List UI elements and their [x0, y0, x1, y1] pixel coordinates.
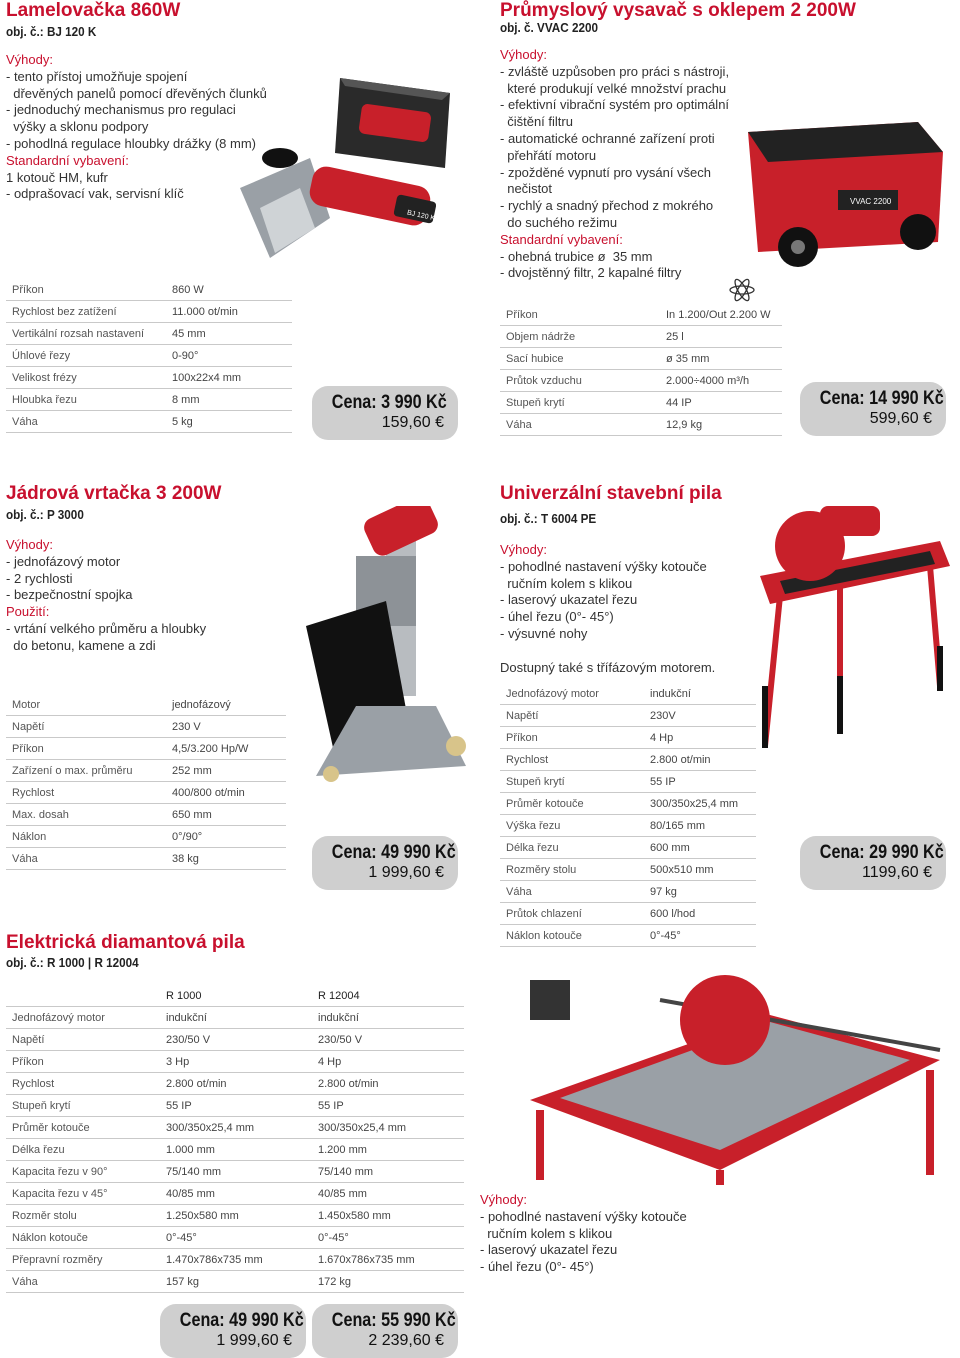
- spec-value-r1000: 2.800 ot/min: [160, 1073, 312, 1095]
- vysavac-price-eur: 599,60 €: [869, 410, 932, 427]
- spec-value-r12004: 40/85 mm: [312, 1183, 464, 1205]
- lamelovacka-price-czk: Cena: 3 990 Kč: [331, 392, 447, 413]
- spec-label: Kapacita řezu v 90°: [6, 1161, 160, 1183]
- spec-label: Motor: [6, 694, 166, 716]
- description-line: ručním kolem s klikou: [480, 1225, 613, 1241]
- spec-value: indukční: [644, 683, 756, 705]
- spec-row: [6, 760, 286, 782]
- spec-label: Úhlové řezy: [6, 345, 166, 367]
- spec-value-r12004: 300/350x25,4 mm: [312, 1117, 464, 1139]
- spec-value: 300/350x25,4 mm: [644, 793, 756, 815]
- diamantova-spec-table: [6, 985, 464, 1293]
- section-heading: Standardní vybavení:: [6, 152, 129, 168]
- vrtacka-spec-table: [6, 694, 286, 870]
- diamantova-price1-eur: 1 999,60 €: [216, 1332, 292, 1349]
- spec-row: [6, 1271, 464, 1293]
- section-heading: Výhody:: [6, 537, 53, 552]
- section-heading: Standardní vybavení:: [500, 231, 623, 247]
- spec-row: [500, 815, 756, 837]
- spec-row: [6, 1051, 464, 1073]
- spec-label: Sací hubice: [500, 348, 660, 370]
- description-line: - odprašovací vak, servisní klíč: [6, 186, 184, 202]
- spec-value: 252 mm: [166, 760, 286, 782]
- diamantova-price1-box: [160, 1304, 306, 1358]
- spec-value-r1000: 1.000 mm: [160, 1139, 312, 1161]
- spec-row: [500, 793, 756, 815]
- spec-label: Rychlost bez zatížení: [6, 301, 166, 323]
- spec-row: [500, 414, 782, 436]
- pila-note: Dostupný také s třífázovým motorem.: [500, 660, 716, 675]
- spec-label: Stupeň krytí: [500, 771, 644, 793]
- spec-label: Příkon: [6, 1051, 160, 1073]
- spec-row: [500, 705, 756, 727]
- spec-row: [6, 694, 286, 716]
- description-line: - úhel řezu (0°- 45°): [480, 1259, 594, 1275]
- description-line: - rychlý a snadný přechod z mokrého: [500, 198, 714, 214]
- spec-label: Objem nádrže: [500, 326, 660, 348]
- spec-value: 600 mm: [644, 837, 756, 859]
- spec-label: Délka řezu: [500, 837, 644, 859]
- description-line: přehřátí motoru: [500, 147, 597, 163]
- spec-label: Váha: [500, 414, 660, 436]
- spec-label: Váha: [500, 881, 644, 903]
- lamelovacka-title: Lamelovačka 860W: [6, 0, 181, 21]
- spec-row: [6, 1117, 464, 1139]
- spec-value-r12004: 1.670x786x735 mm: [312, 1249, 464, 1271]
- spec-value-r12004: indukční: [312, 1007, 464, 1029]
- spec-value-r12004: 2.800 ot/min: [312, 1073, 464, 1095]
- description-line: - jednofázový motor: [6, 553, 121, 569]
- spec-row: [6, 301, 292, 323]
- description-line: - zvláště uzpůsoben pro práci s nástroji,: [500, 63, 730, 79]
- spec-row: [500, 304, 782, 326]
- vysavac-spec-table: [500, 304, 782, 436]
- spec-label: Rychlost: [6, 782, 166, 804]
- spec-label: Výška řezu: [500, 815, 644, 837]
- spec-row: [6, 826, 286, 848]
- spec-row: [6, 1139, 464, 1161]
- spec-value: 25 l: [660, 326, 782, 348]
- spec-value-r12004: 0°-45°: [312, 1227, 464, 1249]
- spec-value: 5 kg: [166, 411, 292, 433]
- spec-value-r12004: 4 Hp: [312, 1051, 464, 1073]
- description-line: - jednoduchý mechanismus pro regulaci: [6, 102, 236, 118]
- description-line: výšky a sklonu podpory: [6, 119, 149, 135]
- spec-value: 45 mm: [166, 323, 292, 345]
- spec-value-r1000: 40/85 mm: [160, 1183, 312, 1205]
- vacuum-cleaner-image: [738, 112, 948, 270]
- spec-label: Rozměry stolu: [500, 859, 644, 881]
- spec-value: In 1.200/Out 2.200 W: [660, 304, 782, 326]
- description-line: - výsuvné nohy: [500, 625, 588, 641]
- spec-value: 97 kg: [644, 881, 756, 903]
- spec-label: Váha: [6, 1271, 160, 1293]
- vysavac-price-box: [800, 382, 946, 436]
- spec-row: [500, 392, 782, 414]
- vysavac-title: Průmyslový vysavač s oklepem 2 200W: [500, 0, 856, 21]
- spec-value: 230V: [644, 705, 756, 727]
- pila-price-eur: 1199,60 €: [862, 864, 932, 881]
- lamelovacka-spec-table: [6, 279, 292, 433]
- spec-value: 80/165 mm: [644, 815, 756, 837]
- section-heading: Použití:: [6, 604, 50, 620]
- spec-label: Přepravní rozměry: [6, 1249, 160, 1271]
- spec-label: Jednofázový motor: [6, 1007, 160, 1029]
- spec-value-r12004: 172 kg: [312, 1271, 464, 1293]
- description-line: - tento přístoj umožňuje spojení: [6, 68, 188, 84]
- spec-label: Zařízení o max. průměru: [6, 760, 166, 782]
- biscuit-joiner-image: [220, 58, 460, 298]
- spec-label: Velikost frézy: [6, 367, 166, 389]
- vrtacka-price-czk: Cena: 49 990 Kč: [331, 842, 456, 863]
- spec-value-r1000: 0°-45°: [160, 1227, 312, 1249]
- description-line: - pohodlné nastavení výšky kotouče: [480, 1208, 687, 1224]
- spec-row: [500, 837, 756, 859]
- spec-value-r1000: indukční: [160, 1007, 312, 1029]
- spec-label: Rychlost: [6, 1073, 160, 1095]
- spec-row: [500, 859, 756, 881]
- vysavac-description: [500, 47, 750, 282]
- spec-label: Příkon: [500, 727, 644, 749]
- spec-label: Váha: [6, 411, 166, 433]
- diamond-saw-image: [470, 960, 955, 1185]
- description-line: do betonu, kamene a zdi: [6, 637, 156, 653]
- spec-label: Stupeň krytí: [6, 1095, 160, 1117]
- pila-price-czk: Cena: 29 990 Kč: [819, 842, 944, 863]
- spec-label: Průtok vzduchu: [500, 370, 660, 392]
- spec-row: [6, 1161, 464, 1183]
- spec-value: 650 mm: [166, 804, 286, 826]
- description-line: které produkují velké množství prachu: [500, 80, 727, 96]
- spec-value: 2.800 ot/min: [644, 749, 756, 771]
- spec-value-r12004: 75/140 mm: [312, 1161, 464, 1183]
- spec-value: 600 l/hod: [644, 903, 756, 925]
- spec-value-r12004: 230/50 V: [312, 1029, 464, 1051]
- spec-value: 2.000÷4000 m³/h: [660, 370, 782, 392]
- spec-label: Napětí: [6, 1029, 160, 1051]
- pila-description: [500, 542, 740, 643]
- spec-row: [6, 1029, 464, 1051]
- atom-icon: [728, 278, 756, 302]
- description-line: 1 kotouč HM, kufr: [6, 169, 108, 185]
- spec-value: 55 IP: [644, 771, 756, 793]
- spec-label: Kapacita řezu v 45°: [6, 1183, 160, 1205]
- spec-value-r1000: 230/50 V: [160, 1029, 312, 1051]
- spec-label: Příkon: [6, 279, 166, 301]
- spec-value: 0°-45°: [644, 925, 756, 947]
- vrtacka-code: obj. č.: P 3000: [6, 507, 84, 522]
- description-line: - bezpečnostní spojka: [6, 587, 133, 603]
- spec-value: 44 IP: [660, 392, 782, 414]
- description-line: - ohebná trubice ø 35 mm: [500, 248, 653, 264]
- spec-value-r12004: 55 IP: [312, 1095, 464, 1117]
- spec-value: 230 V: [166, 716, 286, 738]
- lamelovacka-code: obj. č.: BJ 120 K: [6, 24, 97, 39]
- spec-value: 0-90°: [166, 345, 292, 367]
- spec-row: [6, 804, 286, 826]
- vrtacka-price-eur: 1 999,60 €: [368, 864, 444, 881]
- description-line: čištění filtru: [500, 114, 573, 130]
- pila-price-box: [800, 836, 946, 890]
- spec-value-r1000: 1.470x786x735 mm: [160, 1249, 312, 1271]
- pila-code: obj. č.: T 6004 PE: [500, 511, 597, 526]
- spec-label: Průměr kotouče: [6, 1117, 160, 1139]
- spec-row: [500, 348, 782, 370]
- spec-row: [6, 716, 286, 738]
- diamantova-price2-czk: Cena: 55 990 Kč: [331, 1310, 456, 1331]
- spec-row: [6, 345, 292, 367]
- description-line: ručním kolem s klikou: [500, 575, 633, 591]
- description-line: - pohodlné nastavení výšky kotouče: [500, 558, 707, 574]
- spec-label: Průtok chlazení: [500, 903, 644, 925]
- spec-value: 38 kg: [166, 848, 286, 870]
- description-line: - zpožděné vypnutí pro vysání všech: [500, 164, 712, 180]
- spec-value: 400/800 ot/min: [166, 782, 286, 804]
- spec-label: Stupeň krytí: [500, 392, 660, 414]
- spec-label: Vertikální rozsah nastavení: [6, 323, 166, 345]
- spec-row: [500, 881, 756, 903]
- section-heading: Výhody:: [500, 542, 547, 557]
- spec-value: 860 W: [166, 279, 292, 301]
- core-drill-image: [296, 506, 476, 796]
- spec-row: [500, 925, 756, 947]
- spec-value-r12004: 1.450x580 mm: [312, 1205, 464, 1227]
- spec-label: Váha: [6, 848, 166, 870]
- spec-label: Příkon: [6, 738, 166, 760]
- diamantova-price1-czk: Cena: 49 990 Kč: [179, 1310, 304, 1331]
- col-header-r1000: R 1000: [160, 985, 312, 1007]
- spec-row: [6, 1183, 464, 1205]
- description-line: - automatické ochranné zařízení proti: [500, 130, 715, 146]
- lamelovacka-price-eur: 159,60 €: [381, 414, 444, 431]
- description-line: - efektivní vibrační systém pro optimální: [500, 97, 730, 113]
- spec-value: 100x22x4 mm: [166, 367, 292, 389]
- col-header-r12004: R 12004: [312, 985, 464, 1007]
- description-line: - dvojstěnný filtr, 2 kapalné filtry: [500, 265, 682, 281]
- spec-row: [500, 749, 756, 771]
- lamelovacka-price-box: [312, 386, 458, 440]
- spec-row: [6, 1073, 464, 1095]
- diamantova-title: Elektrická diamantová pila: [6, 932, 245, 953]
- spec-label: Rychlost: [500, 749, 644, 771]
- spec-value-r1000: 1.250x580 mm: [160, 1205, 312, 1227]
- spec-row: [6, 323, 292, 345]
- spec-label: Napětí: [6, 716, 166, 738]
- spec-row: [6, 1095, 464, 1117]
- section-heading: Výhody:: [500, 47, 547, 62]
- spec-value: 4 Hp: [644, 727, 756, 749]
- spec-value: ø 35 mm: [660, 348, 782, 370]
- section-heading: Výhody:: [6, 52, 53, 67]
- spec-value-r12004: 1.200 mm: [312, 1139, 464, 1161]
- spec-row: [6, 389, 292, 411]
- description-line: dřevěných panelů pomocí dřevěných člunků: [6, 85, 267, 101]
- spec-label: Náklon kotouče: [6, 1227, 160, 1249]
- spec-row: [6, 782, 286, 804]
- pila-title: Univerzální stavební pila: [500, 483, 722, 504]
- spec-label: Délka řezu: [6, 1139, 160, 1161]
- spec-row: [6, 411, 292, 433]
- spec-value: 0°/90°: [166, 826, 286, 848]
- spec-row: [500, 771, 756, 793]
- construction-saw-image: [740, 486, 952, 756]
- spec-label: Max. dosah: [6, 804, 166, 826]
- description-line: - úhel řezu (0°- 45°): [500, 609, 614, 625]
- spec-value-r1000: 3 Hp: [160, 1051, 312, 1073]
- spec-label: Náklon kotouče: [500, 925, 644, 947]
- spec-row: [6, 738, 286, 760]
- spec-label: Hloubka řezu: [6, 389, 166, 411]
- diamantova-description: [480, 1192, 720, 1276]
- spec-value-r1000: 55 IP: [160, 1095, 312, 1117]
- spec-value: 11.000 ot/min: [166, 301, 292, 323]
- spec-value-r1000: 75/140 mm: [160, 1161, 312, 1183]
- spec-row: [6, 1249, 464, 1271]
- spec-value: 500x510 mm: [644, 859, 756, 881]
- spec-row: [6, 1227, 464, 1249]
- spec-label: Jednofázový motor: [500, 683, 644, 705]
- diamantova-code: obj. č.: R 1000 | R 12004: [6, 955, 139, 970]
- pila-spec-table: [500, 683, 756, 947]
- spec-label: Náklon: [6, 826, 166, 848]
- spec-row: [6, 848, 286, 870]
- biscuit-joiner-label: BJ 120 K: [406, 209, 436, 223]
- diamantova-col-header-row: [6, 985, 464, 1007]
- description-line: - laserový ukazatel řezu: [500, 592, 638, 608]
- description-line: - laserový ukazatel řezu: [480, 1242, 618, 1258]
- spec-value: jednofázový: [166, 694, 286, 716]
- spec-label: Rozměr stolu: [6, 1205, 160, 1227]
- spec-row: [6, 367, 292, 389]
- vacuum-label: VVAC 2200: [850, 197, 892, 206]
- diamantova-price2-box: [312, 1304, 458, 1358]
- spec-value: 12,9 kg: [660, 414, 782, 436]
- description-line: - 2 rychlosti: [6, 570, 73, 586]
- spec-label: Příkon: [500, 304, 660, 326]
- vrtacka-description: [6, 537, 286, 655]
- section-heading: Výhody:: [480, 1192, 527, 1207]
- spec-value: 8 mm: [166, 389, 292, 411]
- vrtacka-price-box: [312, 836, 458, 890]
- spec-row: [500, 326, 782, 348]
- spec-row: [500, 903, 756, 925]
- spec-label: Průměr kotouče: [500, 793, 644, 815]
- spec-row: [6, 1205, 464, 1227]
- vrtacka-title: Jádrová vrtačka 3 200W: [6, 483, 222, 504]
- spec-label: Napětí: [500, 705, 644, 727]
- spec-value-r1000: 157 kg: [160, 1271, 312, 1293]
- description-line: nečistot: [500, 181, 553, 197]
- spec-row: [500, 683, 756, 705]
- spec-row: [500, 727, 756, 749]
- diamantova-price2-eur: 2 239,60 €: [368, 1332, 444, 1349]
- vysavac-code: obj. č. VVAC 2200: [500, 20, 598, 35]
- vysavac-price-czk: Cena: 14 990 Kč: [819, 388, 944, 409]
- spec-row: [500, 370, 782, 392]
- description-line: - pohodlná regulace hloubky drážky (8 mm): [6, 135, 257, 151]
- spec-row: [6, 1007, 464, 1029]
- spec-value-r1000: 300/350x25,4 mm: [160, 1117, 312, 1139]
- description-line: do suchého režimu: [500, 214, 618, 230]
- spec-value: 4,5/3.200 Hp/W: [166, 738, 286, 760]
- description-line: - vrtání velkého průměru a hloubky: [6, 620, 207, 636]
